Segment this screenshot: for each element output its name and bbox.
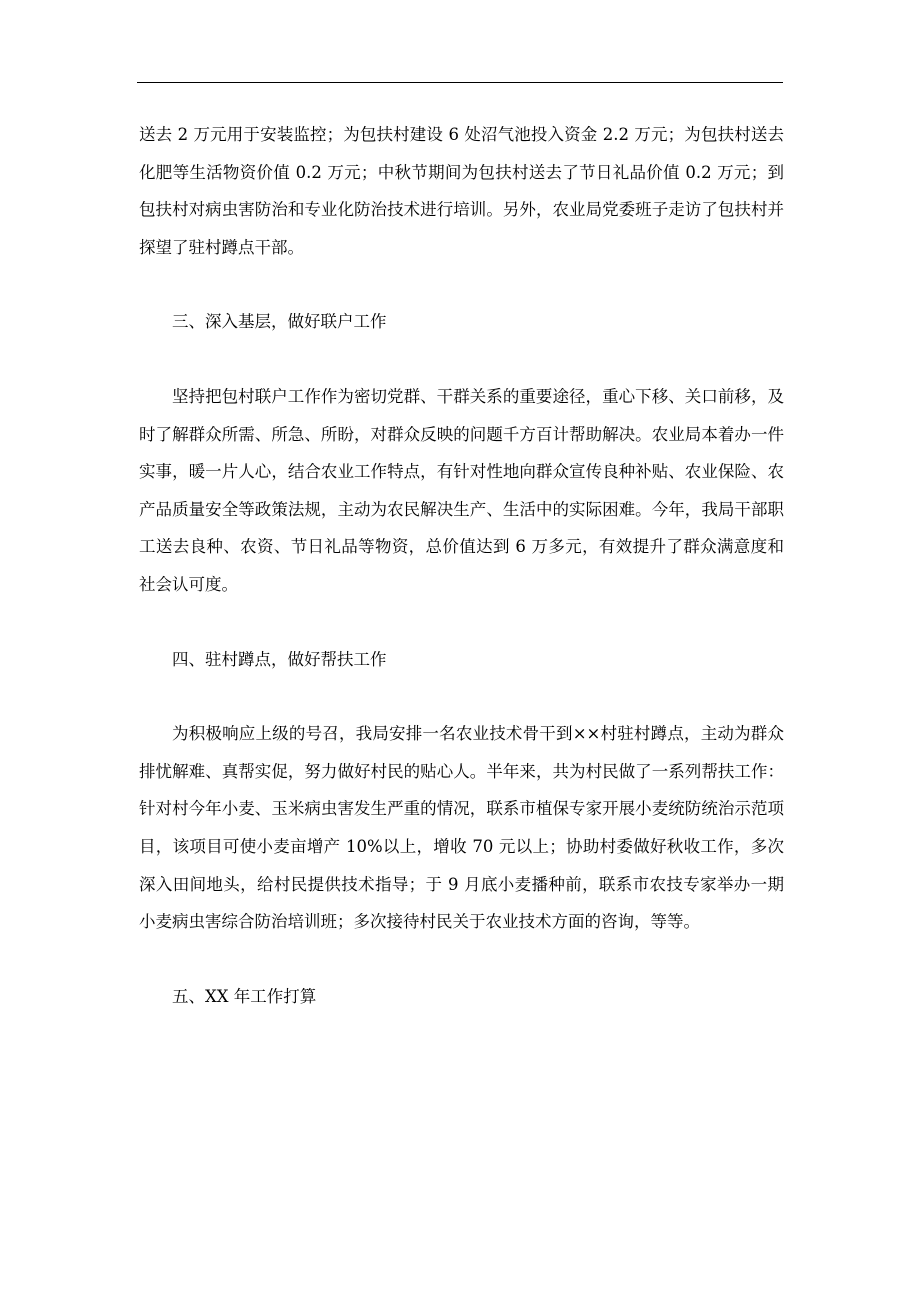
paragraph-section-3: 坚持把包村联户工作作为密切党群、干群关系的重要途径，重心下移、关口前移，及时了解群众所需、所急、所盼，对群众反映的问题千方百计帮助解决。农业局本着办一件实事，暖一片人心，结合农业工作特点，有针对性地向群众宣传良种补贴、农业保险、农产品质量安全等政策法规，主动为农民解决生产、生活中的实际困难。今年，我局干部职工送去良种、农资、节日礼品等物资，总价值达到 6 万多元，有效提升了群众满意度和社会认可度。 bbox=[139, 386, 784, 594]
document-body bbox=[139, 116, 784, 1015]
section-heading-3: 三、深入基层，做好联户工作 bbox=[172, 312, 387, 332]
paragraph-continuation: 送去 2 万元用于安装监控；为包扶村建设 6 处沼气池投入资金 2.2 万元；为包扶村送去化肥等生活物资价值 0.2 万元；中秋节期间为包扶村送去了节日礼品价值 0.2 万元；到包扶村对病虫害防治和专业化防治技术进行培训。另外，农业局党委班子走访了包扶村并探望了驻村蹲点干部。 bbox=[139, 125, 784, 257]
paragraph-gap bbox=[139, 341, 784, 378]
section-heading-4: 四、驻村蹲点，做好帮扶工作 bbox=[172, 649, 387, 669]
paragraph-gap bbox=[139, 678, 784, 715]
paragraph-gap bbox=[139, 604, 784, 641]
paragraph-gap bbox=[139, 266, 784, 303]
header-rule bbox=[137, 82, 783, 83]
paragraph-gap bbox=[139, 941, 784, 978]
paragraph-section-4: 为积极响应上级的号召，我局安排一名农业技术骨干到××村驻村蹲点，主动为群众排忧解难、真帮实促，努力做好村民的贴心人。半年来，共为村民做了一系列帮扶工作：针对村今年小麦、玉米病虫害发生严重的情况，联系市植保专家开展小麦统防统治示范项目，该项目可使小麦亩增产 10%以上，增收 70 元以上；协助村委做好秋收工作，多次深入田间地头，给村民提供技术指导；于 9 月底小麦播种前，联系市农技专家举办一期小麦病虫害综合防治培训班；多次接待村民关于农业技术方面的咨询，等等。 bbox=[139, 724, 784, 932]
section-heading-5: 五、XX 年工作打算 bbox=[172, 986, 317, 1006]
